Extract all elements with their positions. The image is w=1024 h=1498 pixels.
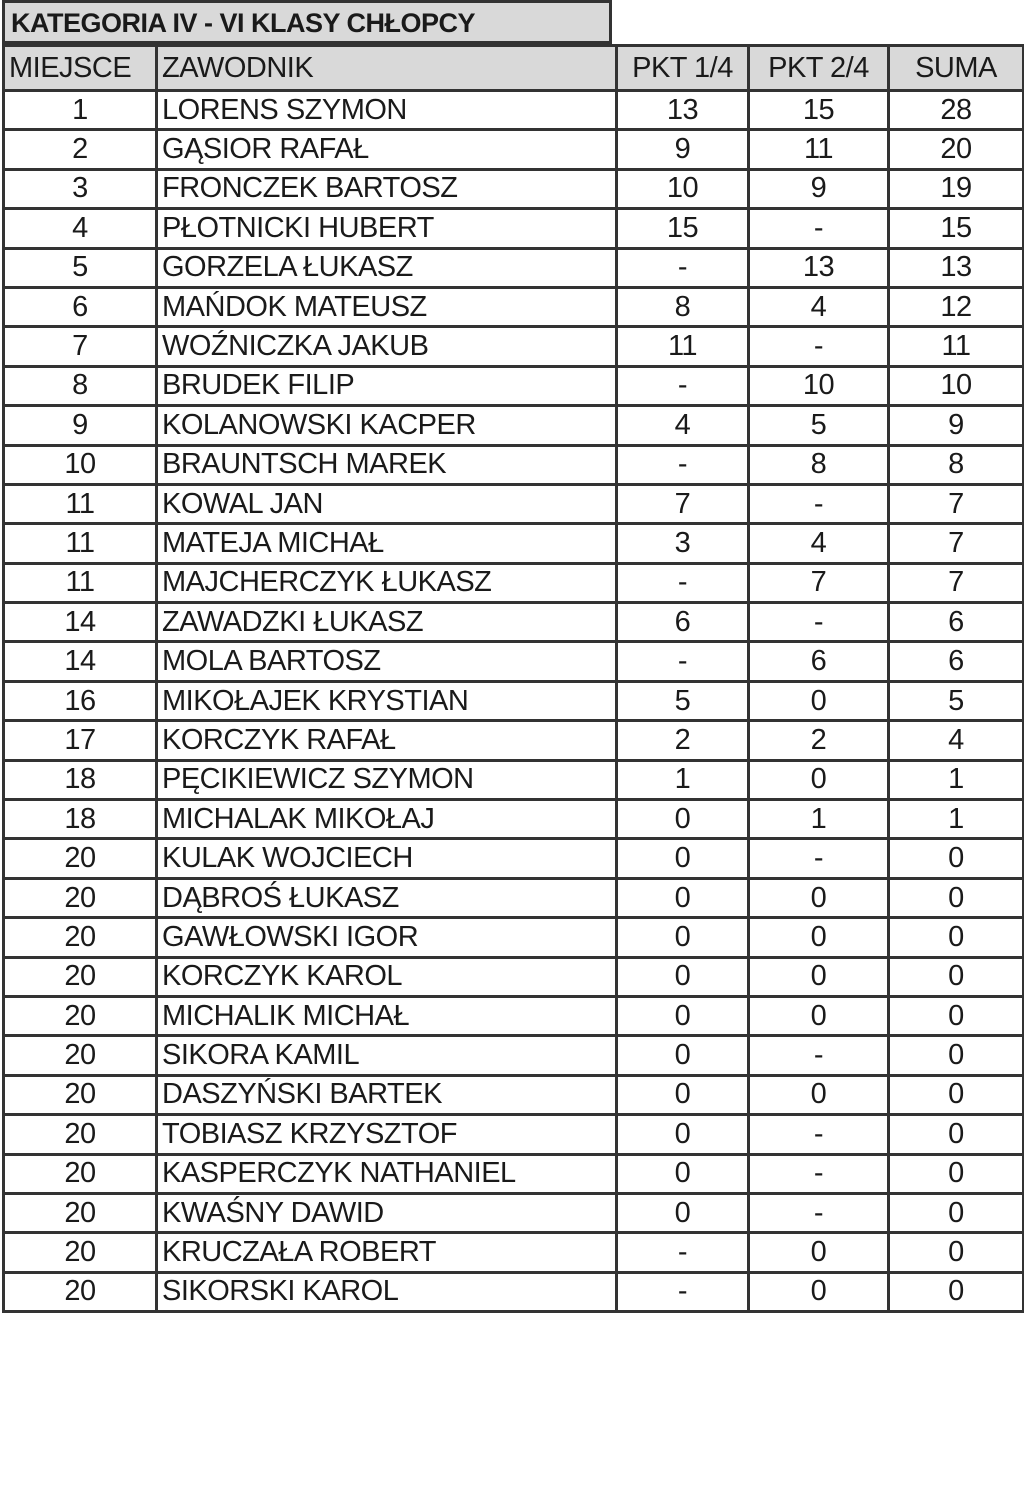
cell-points-2: 11: [749, 130, 889, 169]
cell-name: TOBIASZ KRZYSZTOF: [157, 1115, 617, 1154]
cell-sum: 6: [889, 642, 1024, 681]
cell-points-1: 0: [617, 878, 749, 917]
column-header-name: ZAWODNIK: [157, 46, 617, 91]
cell-name: MIKOŁAJEK KRYSTIAN: [157, 681, 617, 720]
cell-place: 20: [4, 918, 157, 957]
results-table: [2, 44, 1024, 1313]
cell-points-2: 0: [749, 918, 889, 957]
cell-name: MATEJA MICHAŁ: [157, 524, 617, 563]
table-row: [4, 169, 1024, 208]
cell-name: BRAUNTSCH MAREK: [157, 445, 617, 484]
cell-place: 16: [4, 681, 157, 720]
cell-points-2: 8: [749, 445, 889, 484]
cell-points-2: 4: [749, 524, 889, 563]
cell-sum: 0: [889, 1036, 1024, 1075]
cell-place: 18: [4, 800, 157, 839]
cell-points-1: -: [617, 366, 749, 405]
cell-points-1: 13: [617, 91, 749, 130]
cell-place: 20: [4, 957, 157, 996]
cell-points-1: 10: [617, 169, 749, 208]
table-row: [4, 248, 1024, 287]
table-row: [4, 603, 1024, 642]
cell-points-2: 0: [749, 1272, 889, 1311]
cell-name: GAWŁOWSKI IGOR: [157, 918, 617, 957]
table-row: [4, 878, 1024, 917]
table-row: [4, 800, 1024, 839]
cell-points-2: 5: [749, 406, 889, 445]
cell-name: KWAŚNY DAWID: [157, 1193, 617, 1232]
table-row: [4, 642, 1024, 681]
cell-sum: 7: [889, 524, 1024, 563]
cell-place: 14: [4, 642, 157, 681]
cell-sum: 5: [889, 681, 1024, 720]
cell-points-2: -: [749, 603, 889, 642]
cell-points-1: 9: [617, 130, 749, 169]
cell-points-1: 11: [617, 327, 749, 366]
cell-name: GORZELA ŁUKASZ: [157, 248, 617, 287]
cell-points-2: -: [749, 1036, 889, 1075]
table-row: [4, 287, 1024, 326]
cell-points-2: 0: [749, 878, 889, 917]
cell-place: 8: [4, 366, 157, 405]
cell-points-1: 0: [617, 957, 749, 996]
table-row: [4, 366, 1024, 405]
cell-points-1: 1: [617, 760, 749, 799]
table-header: [4, 46, 1024, 91]
cell-sum: 0: [889, 996, 1024, 1035]
cell-points-1: 2: [617, 721, 749, 760]
cell-name: KOLANOWSKI KACPER: [157, 406, 617, 445]
cell-points-1: 0: [617, 1115, 749, 1154]
cell-place: 11: [4, 524, 157, 563]
table-row: [4, 681, 1024, 720]
cell-sum: 15: [889, 209, 1024, 248]
cell-sum: 6: [889, 603, 1024, 642]
cell-name: MICHALIK MICHAŁ: [157, 996, 617, 1035]
cell-points-2: 10: [749, 366, 889, 405]
table-row: [4, 1193, 1024, 1232]
table-row: [4, 1115, 1024, 1154]
cell-points-2: 0: [749, 760, 889, 799]
cell-place: 20: [4, 1193, 157, 1232]
cell-sum: 7: [889, 563, 1024, 602]
cell-sum: 1: [889, 800, 1024, 839]
cell-points-1: 15: [617, 209, 749, 248]
cell-name: KORCZYK KAROL: [157, 957, 617, 996]
table-row: [4, 130, 1024, 169]
page-title: KATEGORIA IV - VI KLASY CHŁOPCY: [2, 0, 612, 44]
cell-sum: 0: [889, 839, 1024, 878]
cell-sum: 1: [889, 760, 1024, 799]
cell-name: MICHALAK MIKOŁAJ: [157, 800, 617, 839]
cell-points-1: -: [617, 642, 749, 681]
table-row: [4, 839, 1024, 878]
cell-name: MAJCHERCZYK ŁUKASZ: [157, 563, 617, 602]
cell-name: KASPERCZYK NATHANIEL: [157, 1154, 617, 1193]
table-row: [4, 1233, 1024, 1272]
cell-sum: 9: [889, 406, 1024, 445]
cell-points-2: 0: [749, 1075, 889, 1114]
cell-sum: 7: [889, 484, 1024, 523]
cell-points-2: -: [749, 209, 889, 248]
cell-sum: 0: [889, 1115, 1024, 1154]
column-header-place: MIEJSCE: [4, 46, 157, 91]
cell-name: GĄSIOR RAFAŁ: [157, 130, 617, 169]
cell-points-1: 8: [617, 287, 749, 326]
column-header-points-1: PKT 1/4: [617, 46, 749, 91]
cell-name: PŁOTNICKI HUBERT: [157, 209, 617, 248]
table-row: [4, 209, 1024, 248]
cell-sum: 0: [889, 1075, 1024, 1114]
table-row: [4, 957, 1024, 996]
cell-name: DĄBROŚ ŁUKASZ: [157, 878, 617, 917]
cell-place: 10: [4, 445, 157, 484]
cell-name: KORCZYK RAFAŁ: [157, 721, 617, 760]
cell-name: FRONCZEK BARTOSZ: [157, 169, 617, 208]
cell-sum: 0: [889, 918, 1024, 957]
cell-points-2: 15: [749, 91, 889, 130]
cell-points-2: 0: [749, 681, 889, 720]
cell-sum: 0: [889, 1154, 1024, 1193]
table-row: [4, 563, 1024, 602]
table-row: [4, 996, 1024, 1035]
cell-points-1: 3: [617, 524, 749, 563]
cell-place: 3: [4, 169, 157, 208]
table-row: [4, 91, 1024, 130]
cell-points-2: 1: [749, 800, 889, 839]
header-row: [4, 46, 1024, 91]
cell-place: 7: [4, 327, 157, 366]
table-row: [4, 1075, 1024, 1114]
table-row: [4, 760, 1024, 799]
cell-sum: 20: [889, 130, 1024, 169]
cell-name: DASZYŃSKI BARTEK: [157, 1075, 617, 1114]
cell-points-1: 0: [617, 1154, 749, 1193]
cell-points-2: -: [749, 327, 889, 366]
table-row: [4, 918, 1024, 957]
cell-points-2: 0: [749, 957, 889, 996]
cell-place: 20: [4, 878, 157, 917]
cell-points-2: 0: [749, 996, 889, 1035]
table-row: [4, 1154, 1024, 1193]
cell-name: ZAWADZKI ŁUKASZ: [157, 603, 617, 642]
table-row: [4, 445, 1024, 484]
cell-points-1: 5: [617, 681, 749, 720]
cell-points-2: -: [749, 1154, 889, 1193]
cell-points-1: -: [617, 445, 749, 484]
cell-place: 20: [4, 1115, 157, 1154]
cell-sum: 0: [889, 1272, 1024, 1311]
cell-points-2: 6: [749, 642, 889, 681]
cell-points-1: -: [617, 1233, 749, 1272]
cell-place: 11: [4, 563, 157, 602]
cell-place: 9: [4, 406, 157, 445]
cell-name: PĘCIKIEWICZ SZYMON: [157, 760, 617, 799]
cell-points-2: 4: [749, 287, 889, 326]
cell-sum: 19: [889, 169, 1024, 208]
table-row: [4, 1272, 1024, 1311]
column-header-points-2: PKT 2/4: [749, 46, 889, 91]
cell-name: SIKORA KAMIL: [157, 1036, 617, 1075]
cell-points-2: 9: [749, 169, 889, 208]
cell-name: KOWAL JAN: [157, 484, 617, 523]
cell-name: KRUCZAŁA ROBERT: [157, 1233, 617, 1272]
table-row: [4, 327, 1024, 366]
cell-points-2: 7: [749, 563, 889, 602]
cell-place: 17: [4, 721, 157, 760]
table-row: [4, 1036, 1024, 1075]
cell-points-1: 6: [617, 603, 749, 642]
cell-place: 20: [4, 1272, 157, 1311]
cell-points-1: 4: [617, 406, 749, 445]
cell-name: MOLA BARTOSZ: [157, 642, 617, 681]
cell-sum: 12: [889, 287, 1024, 326]
cell-place: 14: [4, 603, 157, 642]
cell-points-2: -: [749, 484, 889, 523]
cell-points-1: 0: [617, 1036, 749, 1075]
cell-place: 6: [4, 287, 157, 326]
cell-place: 20: [4, 996, 157, 1035]
cell-sum: 0: [889, 878, 1024, 917]
cell-sum: 4: [889, 721, 1024, 760]
cell-name: SIKORSKI KAROL: [157, 1272, 617, 1311]
cell-points-2: 0: [749, 1233, 889, 1272]
cell-name: WOŹNICZKA JAKUB: [157, 327, 617, 366]
cell-points-1: 0: [617, 839, 749, 878]
table-row: [4, 484, 1024, 523]
table-body: [4, 91, 1024, 1312]
cell-name: MAŃDOK MATEUSZ: [157, 287, 617, 326]
cell-points-2: -: [749, 839, 889, 878]
cell-points-2: 2: [749, 721, 889, 760]
table-row: [4, 721, 1024, 760]
cell-place: 20: [4, 1154, 157, 1193]
cell-points-1: -: [617, 563, 749, 602]
cell-points-1: 7: [617, 484, 749, 523]
cell-place: 20: [4, 1233, 157, 1272]
cell-sum: 0: [889, 1193, 1024, 1232]
cell-points-2: -: [749, 1193, 889, 1232]
cell-points-2: -: [749, 1115, 889, 1154]
cell-place: 20: [4, 1036, 157, 1075]
cell-points-1: 0: [617, 1075, 749, 1114]
cell-place: 1: [4, 91, 157, 130]
cell-place: 11: [4, 484, 157, 523]
table-row: [4, 524, 1024, 563]
cell-place: 2: [4, 130, 157, 169]
cell-points-2: 13: [749, 248, 889, 287]
cell-place: 20: [4, 1075, 157, 1114]
cell-points-1: 0: [617, 996, 749, 1035]
cell-place: 20: [4, 839, 157, 878]
column-header-sum: SUMA: [889, 46, 1024, 91]
cell-name: BRUDEK FILIP: [157, 366, 617, 405]
cell-points-1: -: [617, 248, 749, 287]
cell-sum: 13: [889, 248, 1024, 287]
cell-place: 5: [4, 248, 157, 287]
cell-sum: 11: [889, 327, 1024, 366]
cell-sum: 0: [889, 957, 1024, 996]
cell-points-1: 0: [617, 918, 749, 957]
table-row: [4, 406, 1024, 445]
cell-name: LORENS SZYMON: [157, 91, 617, 130]
cell-sum: 28: [889, 91, 1024, 130]
cell-place: 18: [4, 760, 157, 799]
cell-name: KULAK WOJCIECH: [157, 839, 617, 878]
cell-points-1: 0: [617, 800, 749, 839]
cell-points-1: 0: [617, 1193, 749, 1232]
cell-sum: 10: [889, 366, 1024, 405]
cell-sum: 0: [889, 1233, 1024, 1272]
cell-sum: 8: [889, 445, 1024, 484]
cell-place: 4: [4, 209, 157, 248]
cell-points-1: -: [617, 1272, 749, 1311]
